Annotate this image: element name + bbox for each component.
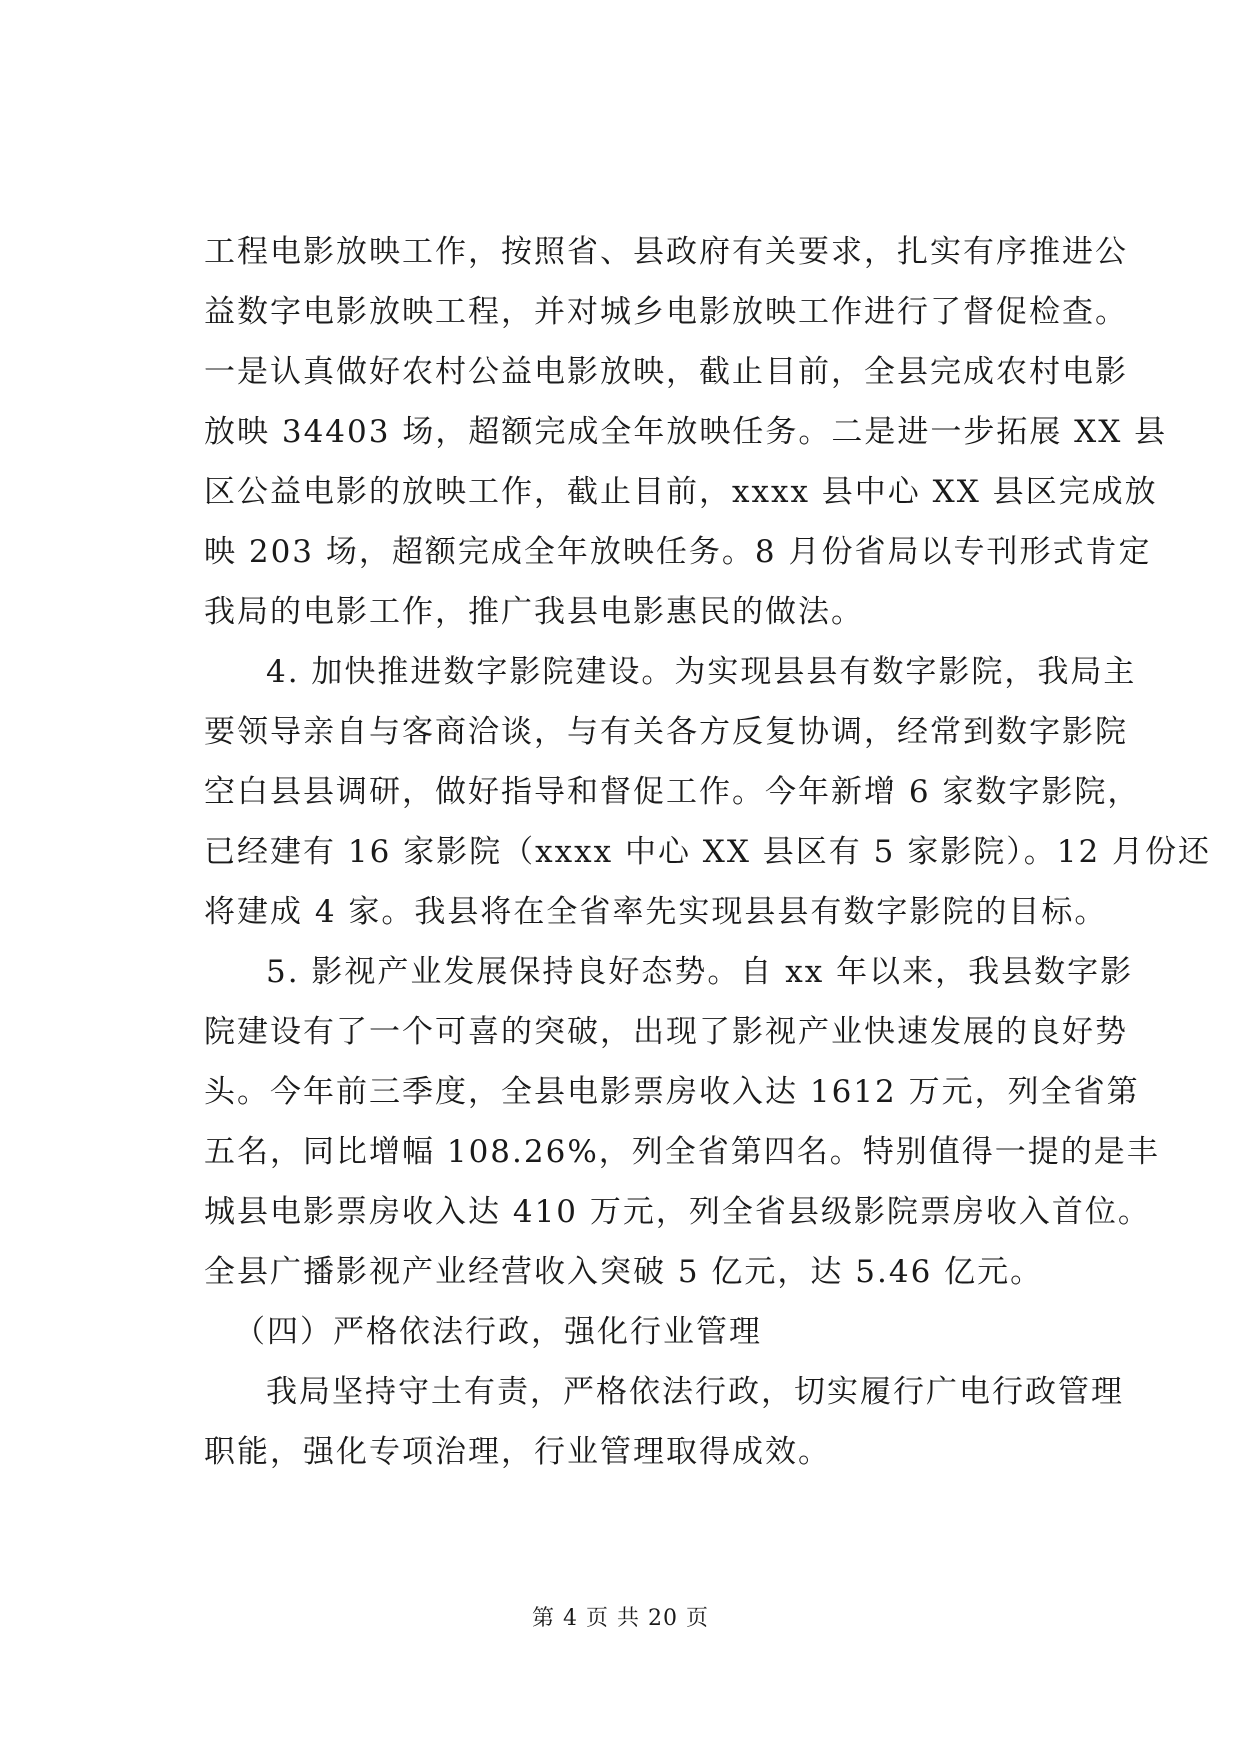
text-line: 区公益电影的放映工作，截止目前，xxxx 县中心 XX 县区完成放 [204,474,1158,510]
section-heading: （四）严格依法行政，强化行业管理 [234,1314,762,1350]
text-line: 城县电影票房收入达 410 万元，列全省县级影院票房收入首位。 [204,1194,1151,1230]
paragraph-5-first-line: 5. 影视产业发展保持良好态势。自 xx 年以来，我县数字影 [266,954,1134,990]
text-line: 映 203 场，超额完成全年放映任务。8 月份省局以专刊形式肯定 [204,534,1152,570]
text-line: 空白县县调研，做好指导和督促工作。今年新增 6 家数字影院， [204,774,1141,810]
text-line: 我局的电影工作，推广我县电影惠民的做法。 [204,594,864,630]
text-line: 全县广播影视产业经营收入突破 5 亿元，达 5.46 亿元。 [204,1254,1044,1290]
page-number-footer: 第 4 页 共 20 页 [532,1606,709,1631]
text-line: 已经建有 16 家影院（xxxx 中心 XX 县区有 5 家影院）。12 月份还 [204,834,1212,870]
paragraph-4-first-line: 4. 加快推进数字影院建设。为实现县县有数字影院，我局主 [266,654,1137,690]
text-line: 益数字电影放映工程，并对城乡电影放映工作进行了督促检查。 [204,294,1128,330]
text-line: 头。今年前三季度，全县电影票房收入达 1612 万元，列全省第 [204,1074,1140,1110]
text-line: 放映 34403 场，超额完成全年放映任务。二是进一步拓展 XX 县 [204,414,1168,450]
text-line: 要领导亲自与客商洽谈，与有关各方反复协调，经常到数字影院 [204,714,1128,750]
text-line: 五名，同比增幅 108.26%，列全省第四名。特别值得一提的是丰 [204,1134,1160,1170]
text-line: 工程电影放映工作，按照省、县政府有关要求，扎实有序推进公 [204,234,1128,270]
text-line: 院建设有了一个可喜的突破，出现了影视产业快速发展的良好势 [204,1014,1128,1050]
text-line: 职能，强化专项治理，行业管理取得成效。 [204,1434,831,1470]
paragraph-first-line: 我局坚持守土有责，严格依法行政，切实履行广电行政管理 [266,1374,1124,1410]
text-line: 将建成 4 家。我县将在全省率先实现县县有数字影院的目标。 [204,894,1108,930]
text-line: 一是认真做好农村公益电影放映，截止目前，全县完成农村电影 [204,354,1128,390]
